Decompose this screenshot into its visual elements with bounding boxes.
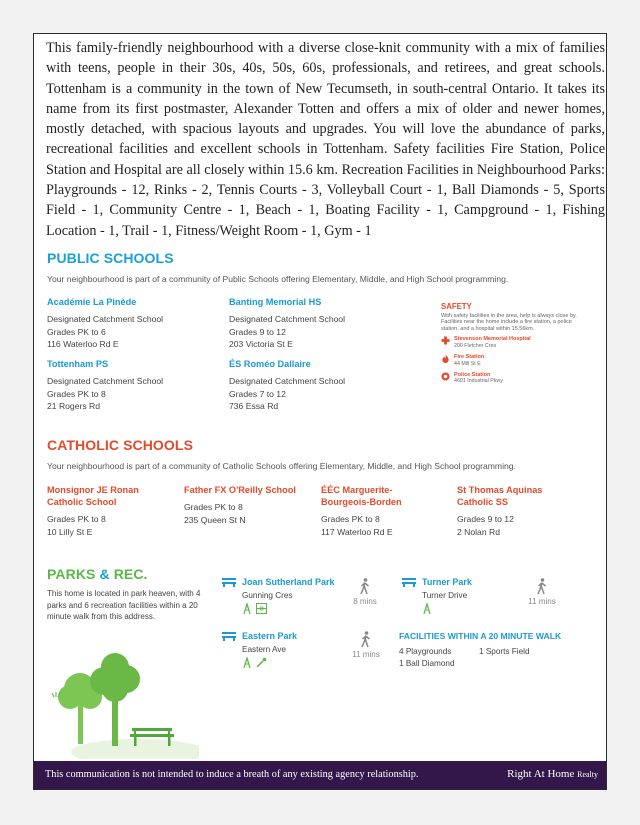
park-turner <box>402 577 472 614</box>
school-address: 235 Queen St N <box>184 514 246 525</box>
school-name: Tottenham PS <box>47 359 109 369</box>
playground-icon <box>242 657 253 668</box>
school-grades: Grades PK to 6 <box>47 326 106 337</box>
school-name: Father FX O'Reilly School <box>184 485 296 495</box>
safety-item-address: 44 Mill St E <box>454 360 481 367</box>
school-grades: Grades PK to 8 <box>47 388 106 399</box>
school-name: ÉS Roméo Dallaire <box>229 359 311 369</box>
school-name: Académie La Pinède <box>47 297 137 307</box>
facility-item: 1 Ball Diamond <box>399 659 455 668</box>
safety-description: With safety facilities in the area, help is always close by. Facilities near the home include a fire station, a police station, and a hospital within 15.56km. <box>441 313 577 332</box>
park-address: Eastern Ave <box>242 645 286 654</box>
school-name: St Thomas Aquinas Catholic SS <box>457 485 543 507</box>
public-school-card <box>229 358 345 413</box>
brand-logo <box>507 768 598 780</box>
catholic-school-card <box>184 484 314 526</box>
park-name: Turner Park <box>422 577 472 587</box>
school-type: Designated Catchment School <box>47 314 164 324</box>
facility-item: 4 Playgrounds <box>399 647 452 656</box>
school-grades: Grades 9 to 12 <box>229 326 286 337</box>
catholic-school-card <box>321 484 436 538</box>
safety-item-hospital <box>441 336 591 349</box>
playground-icon <box>242 603 253 614</box>
school-name: ÉÉC Marguerite-Bourgeois-Borden <box>321 485 402 507</box>
park-bench-icon <box>402 577 416 587</box>
safety-item-address: 4601 Industrial Pkwy <box>454 378 503 385</box>
park-facility-icons <box>242 657 297 668</box>
walk-time-eastern <box>348 631 384 659</box>
catholic-school-card <box>47 484 172 538</box>
walking-person-icon <box>360 631 372 648</box>
hospital-cross-icon <box>441 336 450 345</box>
school-grades: Grades PK to 8 <box>184 502 243 512</box>
police-badge-icon <box>441 372 450 381</box>
parks-title-parks: PARKS <box>47 566 96 582</box>
park-joan-sutherland <box>222 577 335 614</box>
walking-person-icon <box>536 578 548 595</box>
park-bench-icon <box>222 631 236 641</box>
school-grades: Grades PK to 8 <box>321 514 380 524</box>
safety-item-name: Police Station <box>454 371 491 378</box>
flyer-page <box>33 33 607 790</box>
public-schools-subtitle: Your neighbourhood is part of a community of Public Schools offering Elementary, Middle, and High School programming. <box>47 274 509 284</box>
fire-icon <box>441 354 450 363</box>
catholic-school-card <box>457 484 577 538</box>
park-facility-icons <box>242 603 335 614</box>
safety-title: SAFETY <box>441 302 472 311</box>
school-address: 203 Victoria St E <box>229 339 293 350</box>
safety-item-name: Fire Station <box>454 354 485 361</box>
walk-time-turner <box>524 578 560 606</box>
school-grades: Grades PK to 8 <box>47 514 106 524</box>
public-school-card <box>229 296 345 351</box>
school-address: 10 Lilly St E <box>47 526 93 537</box>
park-name: Eastern Park <box>242 631 298 641</box>
walk-time: 11 mins <box>528 597 556 606</box>
sports-field-icon <box>256 603 267 614</box>
catholic-schools-subtitle: Your neighbourhood is part of a community of Catholic Schools offering Elementary, Middle, and High School programming. <box>47 461 516 471</box>
park-facility-icons <box>422 603 472 614</box>
walking-person-icon <box>359 578 371 595</box>
school-grades: Grades 9 to 12 <box>457 514 514 524</box>
safety-item-police <box>441 372 591 385</box>
park-address: Gunning Cres <box>242 591 293 600</box>
facilities-title: FACILITIES WITHIN A 20 MINUTE WALK <box>399 631 562 641</box>
school-address: 21 Rogers Rd <box>47 401 101 412</box>
brand-name: Right At Home <box>507 768 575 780</box>
playground-icon <box>422 603 433 614</box>
school-address: 116 Waterloo Rd E <box>47 339 119 350</box>
park-bench-icon <box>222 577 236 587</box>
facility-item: 1 Sports Field <box>479 647 530 656</box>
school-address: 2 Nolan Rd <box>457 526 500 537</box>
safety-item-name: Stevenson Memorial Hospital <box>454 336 531 343</box>
park-name: Joan Sutherland Park <box>242 577 335 587</box>
walk-time: 11 mins <box>352 650 380 659</box>
parks-title-amp: & <box>99 566 110 582</box>
public-schools-title: PUBLIC SCHOOLS <box>47 250 174 266</box>
safety-panel <box>441 302 591 390</box>
ball-diamond-icon <box>256 657 267 668</box>
walk-time-joan-sutherland <box>350 578 380 606</box>
school-address: 736 Essa Rd <box>229 401 279 412</box>
park-address: Turner Drive <box>422 591 468 600</box>
parks-title-rec: REC. <box>113 566 148 582</box>
facilities-panel <box>399 631 599 670</box>
walk-time: 8 mins <box>353 597 377 606</box>
school-grades: Grades 7 to 12 <box>229 388 286 399</box>
intro-paragraph: This family-friendly neighbourhood with a diverse close-knit community with a mix of families with teens, people in their 30s, 40s, 50s, 60s, professionals, and retirees, and great schools. Tottenham is a community in the town of New Tecumseth, in south-central Ontario. It takes its name from its first postmaster, Alexander Totten and offers a mix of older and newer homes, mostly detached, with spacious layouts and upgrades. You will love the abundance of parks, recreational facilities and excellent schools in Tottenham. Safety facilities Fire Station, Police Station and Hospital are all closely within 15.6 km. Recreation Facilities in Neighbourhood Parks: Playgrounds - 12, Rinks - 2, Tennis Courts - 3, Volleyball Court - 1, Ball Diamonds - 5, Sports Field - 1, Community Centre - 1, Beach - 1, Boating Facility - 1, Campground - 1, Fishing Location - 1, Trail - 1, Fitness/Weight Room - 1, Gym - 1 <box>46 40 605 239</box>
park-eastern <box>222 631 297 668</box>
school-name: Monsignor JE Ronan Catholic School <box>47 485 139 507</box>
park-trees-illustration <box>44 649 199 759</box>
public-school-card <box>47 358 163 413</box>
parks-title <box>47 566 148 582</box>
public-school-card <box>47 296 163 351</box>
safety-item-address: 200 Fletcher Cres <box>454 342 497 349</box>
school-type: Designated Catchment School <box>47 376 164 386</box>
school-type: Designated Catchment School <box>229 376 346 386</box>
safety-item-fire <box>441 354 591 367</box>
brand-suffix: Realty <box>577 770 598 779</box>
school-name: Banting Memorial HS <box>229 297 322 307</box>
footer-disclaimer: This communication is not intended to induce a breath of any existing agency relationship. <box>45 769 419 780</box>
footer-bar <box>34 761 606 789</box>
school-type: Designated Catchment School <box>229 314 346 324</box>
catholic-schools-title: CATHOLIC SCHOOLS <box>47 437 194 453</box>
parks-intro: This home is located in park heaven, with 4 parks and 6 recreation facilities within a 20 minute walk from this address. <box>47 589 201 622</box>
school-address: 117 Waterloo Rd E <box>321 526 393 537</box>
